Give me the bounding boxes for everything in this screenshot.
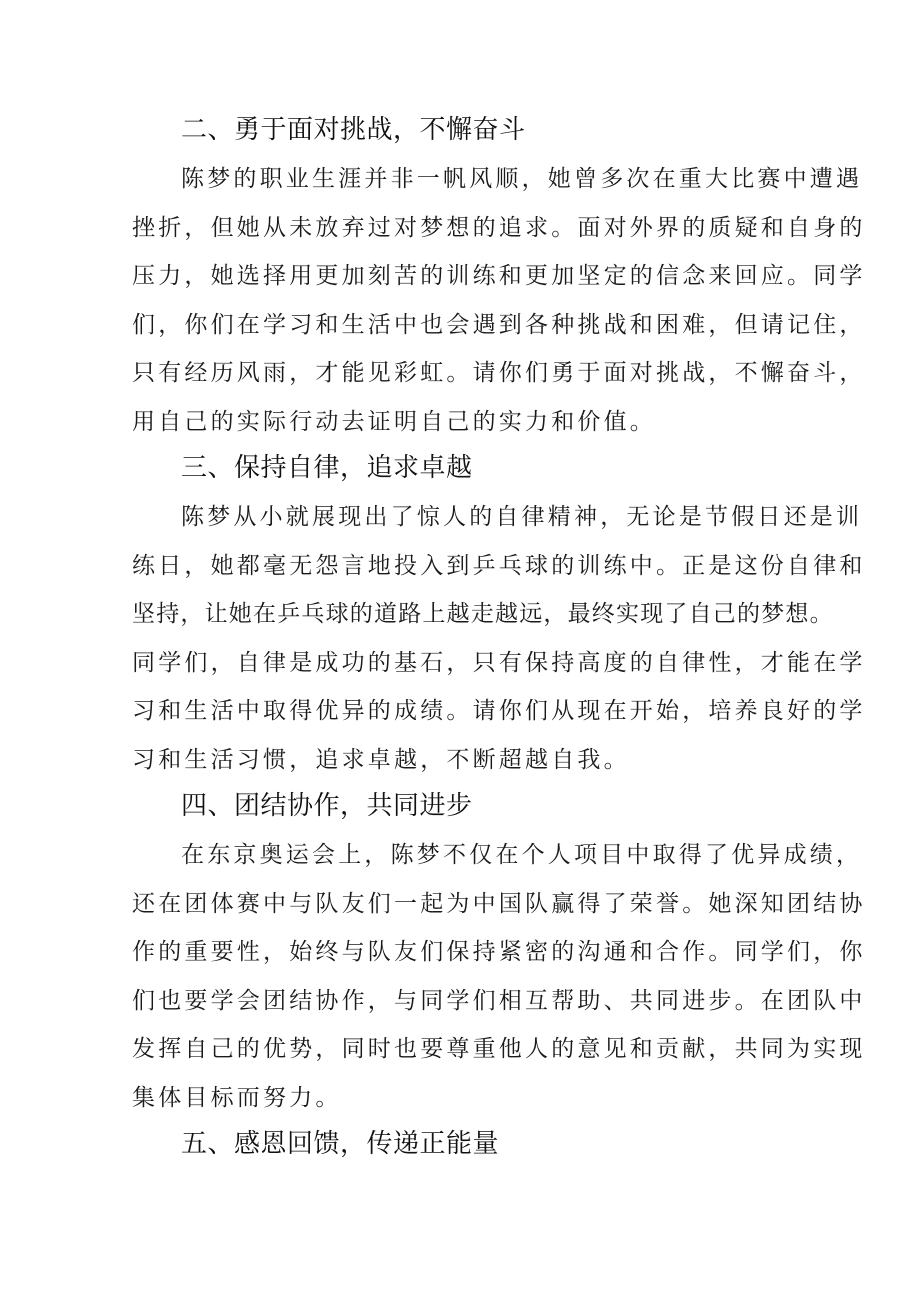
section-heading-2: 二、勇于面对挑战，不懈奋斗 [181,115,526,145]
paragraph-line: 习和生活中取得优异的成绩。请你们从现在开始，培养良好的学 [132,698,866,724]
paragraph-line: 练日，她都毫无怨言地投入到乒乓球的训练中。正是这份自律和 [132,552,866,579]
paragraph-line: 习和生活习惯，追求卓越，不断超越自我。 [132,746,630,773]
paragraph-line: 作的重要性，始终与队友们保持紧密的沟通和合作。同学们，你 [132,939,866,965]
paragraph-line: 挫折，但她从未放弃过对梦想的追求。面对外界的质疑和自身的 [132,214,866,241]
paragraph-line: 集体目标而努力。 [132,1084,342,1111]
paragraph-line: 在东京奥运会上，陈梦不仅在个人项目中取得了优异成绩， [181,842,863,868]
paragraph-line: 陈梦从小就展现出了惊人的自律精神，无论是节假日还是训 [181,504,863,530]
paragraph-line: 同学们，自律是成功的基石，只有保持高度的自律性，才能在学 [132,649,866,676]
section-heading-5: 五、感恩回馈，传递正能量 [181,1129,500,1159]
section-paragraph-2 [132,155,866,446]
paragraph-line: 们，你们在学习和生活中也会遇到各种挑战和困难，但请记住， [132,311,866,338]
paragraph-line: 压力，她选择用更加刻苦的训练和更加坚定的信念来回应。同学 [132,263,866,289]
section-paragraph-3 [132,493,866,784]
paragraph-line: 发挥自己的优势，同时也要尊重他人的意见和贡献，共同为实现 [132,1036,866,1062]
section-heading-4: 四、团结协作，共同进步 [181,791,473,821]
paragraph-line: 陈梦的职业生涯并非一帆风顺，她曾多次在重大比赛中遭遇 [181,166,863,192]
section-heading-3: 三、保持自律，追求卓越 [181,453,473,483]
paragraph-line: 还在团体赛中与队友们一起为中国队赢得了荣誉。她深知团结协 [132,890,866,917]
paragraph-line: 坚持，让她在乒乓球的道路上越走越远，最终实现了自己的梦想。 [132,601,834,627]
section-paragraph-4 [132,831,866,1122]
paragraph-line: 用自己的实际行动去证明自己的实力和价值。 [132,408,656,435]
paragraph-line: 只有经历风雨，才能见彩虹。请你们勇于面对挑战，不懈奋斗， [132,360,866,386]
paragraph-line: 们也要学会团结协作，与同学们相互帮助、共同进步。在团队中 [132,987,866,1014]
